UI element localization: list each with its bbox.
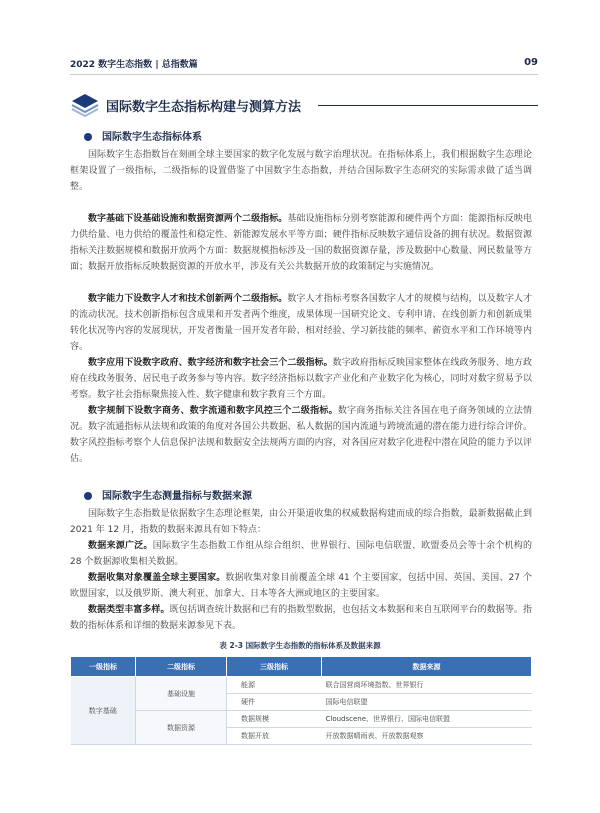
- section-heading: [70, 92, 540, 118]
- paragraph-body: 数字政府指标反映国家整体在线政务服务、地方政府在线政务服务、居民电子政务参与等内容。数字经济指标以数字产业化和产业数字化为核心，同时对数字贸易予以考察。数字社会指标聚焦接入性、数字健康和数字教育三个方面。: [70, 358, 532, 400]
- table-cell-source: 联合国营商环境指数、世界银行: [322, 677, 532, 694]
- table-cell-source: 开放数据晴雨表、开放数据观察: [322, 728, 532, 745]
- paragraph-digital-capability: [70, 291, 532, 355]
- paragraph-intro: 国际数字生态指数旨在刻画全球主要国家的数字化发展与数字治理状况。在指标体系上，我们根据数字生态理论框架设置了一级指标，二级指标的设置借鉴了中国数字生态指数，并结合国际数字生态研究的实际需求做了适当调整。: [70, 150, 532, 192]
- table-cell-level3: 数据规模: [227, 711, 322, 728]
- page-number: 09: [524, 57, 538, 68]
- subheading-measurement: [84, 487, 252, 502]
- table-cell-level2: 基础设施: [136, 677, 227, 711]
- section-title-rule: [318, 105, 538, 106]
- subheading-index-system: [84, 128, 202, 143]
- paragraph-lead: 数字规制下设数字商务、数字流通和数字风控三个二级指标。: [88, 406, 338, 416]
- paragraph-digital-foundation: [70, 211, 532, 275]
- bullet-dot-icon: [84, 492, 92, 500]
- table-header-source: 数据来源: [322, 657, 532, 677]
- table-cell-level3: 能源: [227, 677, 322, 694]
- paragraph-data-types: [70, 602, 532, 634]
- paragraph-data-sources: [70, 538, 532, 570]
- paragraph-lead: 数据类型丰富多样。: [88, 605, 170, 615]
- paragraph-lead: 数字能力下设数字人才和技术创新两个二级指标。: [88, 294, 288, 304]
- table-cell-source: Cloudscene、世界银行、国际电信联盟: [322, 711, 532, 728]
- running-header: 2022 数字生态指数 | 总指数篇: [70, 60, 198, 70]
- paragraph-digital-application: [70, 355, 532, 403]
- subheading-text: 国际数字生态指标体系: [102, 132, 202, 143]
- table-caption: 表 2-3 国际数字生态指数的指标体系及数据来源: [219, 641, 381, 650]
- paragraph-lead: 数据来源广泛。: [88, 541, 153, 551]
- paragraph-body: 数字商务指标关注各国在电子商务领域的立法情况。数字流通指标从法规和政策的角度对各国公共数据、私人数据的国内流通与跨境流通的潜在能力进行综合评价。数字风控指标考察个人信息保护法规和数据安全法规两方面的内容，对各国应对数字化进程中潜在风险的能力予以评估。: [70, 406, 532, 464]
- paragraph-lead: 数字基础下设基础设施和数据资源两个二级指标。: [88, 214, 288, 224]
- table-header-level3: 三级指标: [227, 657, 322, 677]
- paragraph-data-intro: 国际数字生态指数是依据数字生态理论框架，由公开渠道收集的权威数据构建而成的综合指数，最新数据截止到 2021 年 12 月，指数的数据来源具有如下特点：: [70, 509, 532, 535]
- paragraph-data-coverage: [70, 570, 532, 602]
- table-cell-level1: 数字基础: [71, 677, 136, 745]
- table-cell-level2: 数据资源: [136, 711, 227, 745]
- paragraph-digital-regulation: [70, 403, 532, 467]
- table-header-level2: 二级指标: [136, 657, 227, 677]
- indicator-table: [70, 656, 532, 745]
- header-divider: [70, 74, 538, 75]
- paragraph-body: 数据收集对象目前覆盖全球 41 个主要国家，包括中国、英国、美国、27 个欧盟国家，以及俄罗斯、澳大利亚、加拿大、日本等各大洲或地区的主要国家。: [70, 573, 532, 599]
- subheading-text: 国际数字生态测量指标与数据来源: [102, 491, 252, 502]
- paragraph-body: 基础设施指标分别考察能源和硬件两个方面：能源指标反映电力供给量、电力供给的覆盖性和稳定性、新能源发展水平等方面；硬件指标反映数字通信设备的拥有状况。数据资源指标关注数据规模和数据开放两个方面：数据规模指标涉及一国的数据资源存量，涉及数据中心数量、网民数量等方面；数据开放指标反映数据资源的开放水平，涉及有关公共数据开放的政策制定与实施情况。: [70, 214, 532, 272]
- paragraph-lead: 数字应用下设数字政府、数字经济和数字社会三个二级指标。: [88, 358, 333, 368]
- table-cell-level3: 数据开放: [227, 728, 322, 745]
- table-cell-level3: 硬件: [227, 694, 322, 711]
- paragraph-lead: 数据收集对象覆盖全球主要国家。: [88, 573, 226, 583]
- paragraph-body: 国际数字生态指数工作组从综合组织、世界银行、国际电信联盟、欧盟委员会等十余个机构的 28 个数据源收集相关数据。: [70, 541, 532, 567]
- table-cell-source: 国际电信联盟: [322, 694, 532, 711]
- bullet-dot-icon: [84, 133, 92, 141]
- table-row: [71, 711, 532, 728]
- table-row: [71, 677, 532, 694]
- paragraph-body: 既包括调查统计数据和已有的指数型数据，也包括文本数据和来自互联网平台的数据等。指数的指标体系和详细的数据来源参见下表。: [70, 605, 532, 631]
- layers-icon: [70, 92, 100, 118]
- section-title: 国际数字生态指标构建与测算方法: [106, 100, 302, 115]
- table-header-level1: 一级指标: [71, 657, 136, 677]
- paragraph-body: 数字人才指标考察各国数字人才的规模与结构，以及数字人才的流动状况。技术创新指标包含成果和开发者两个维度，成果体现一国研究论文、专利申请、在线创新力和创新成果转化状况等内容的发展现状，开发者衡量一国开发者年龄、相对经验、学习新技能的频率、薪资水平和工作环境等内容。: [70, 294, 532, 352]
